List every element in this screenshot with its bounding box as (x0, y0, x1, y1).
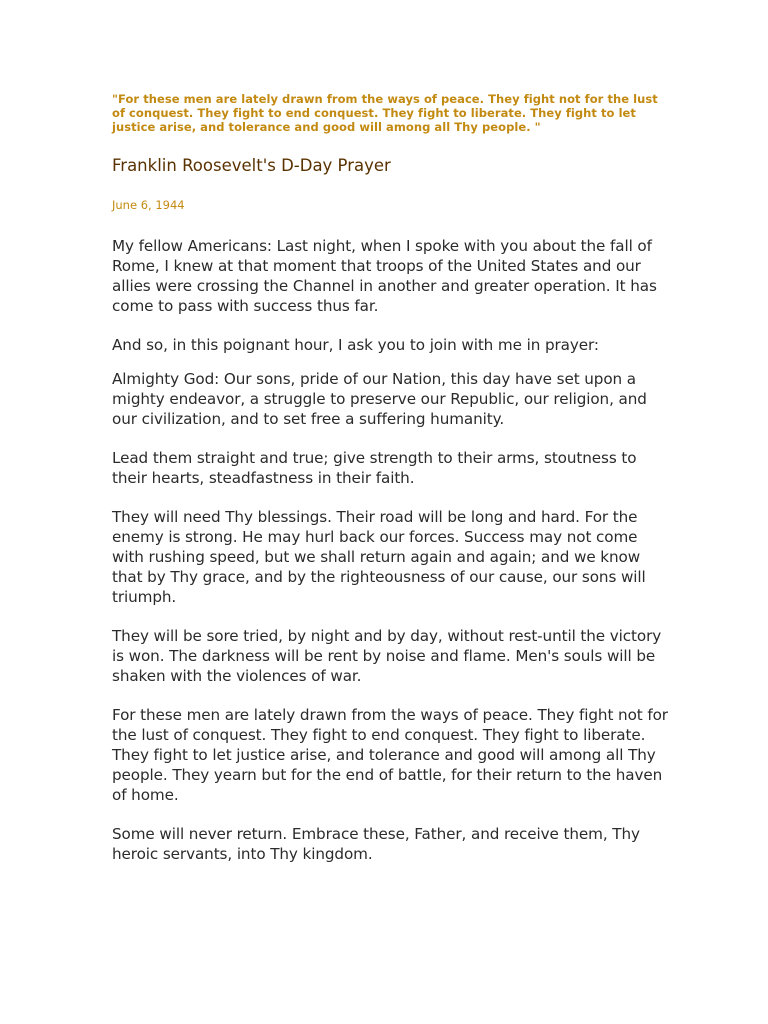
paragraph-4: Lead them straight and true; give strength to their arms, stoutness to their hearts, steadfastness in their faith. (112, 449, 637, 487)
date-line: June 6, 1944 (112, 198, 185, 212)
paragraph-5: They will need Thy blessings. Their road will be long and hard. For the enemy is strong. He may hurl back our forces. Success may not come with rushing speed, but we shall return again and again; and we know that by Thy grace, and by the righteousness of our cause, our sons will triumph. (112, 508, 646, 606)
epigraph-quote: "For these men are lately drawn from the ways of peace. They fight not for the lust of conquest. They fight to end conquest. They fight to liberate. They fight to let justice arise, and tolerance and good will among all Thy people. " (112, 92, 658, 134)
paragraph-7: For these men are lately drawn from the ways of peace. They fight not for the lust of conquest. They fight to end conquest. They fight to liberate. They fight to let justice arise, and tolerance and good will among all Thy people. They yearn but for the end of battle, for their return to the haven of home. (112, 706, 668, 804)
paragraph-6: They will be sore tried, by night and by day, without rest-until the victory is won. The darkness will be rent by noise and flame. Men's souls will be shaken with the violences of war. (112, 627, 662, 685)
paragraph-2: And so, in this poignant hour, I ask you to join with me in prayer: (112, 336, 599, 354)
paragraph-8: Some will never return. Embrace these, Father, and receive them, Thy heroic servants, into Thy kingdom. (112, 825, 640, 863)
paragraph-1: My fellow Americans: Last night, when I spoke with you about the fall of Rome, I knew at that moment that troops of the United States and our allies were crossing the Channel in another and greater operation. It has come to pass with success thus far. (112, 237, 657, 315)
page-title: Franklin Roosevelt's D-Day Prayer (112, 156, 391, 175)
paragraph-3: Almighty God: Our sons, pride of our Nation, this day have set upon a mighty endeavor, a struggle to preserve our Republic, our religion, and our civilization, and to set free a suffering humanity. (112, 370, 647, 428)
